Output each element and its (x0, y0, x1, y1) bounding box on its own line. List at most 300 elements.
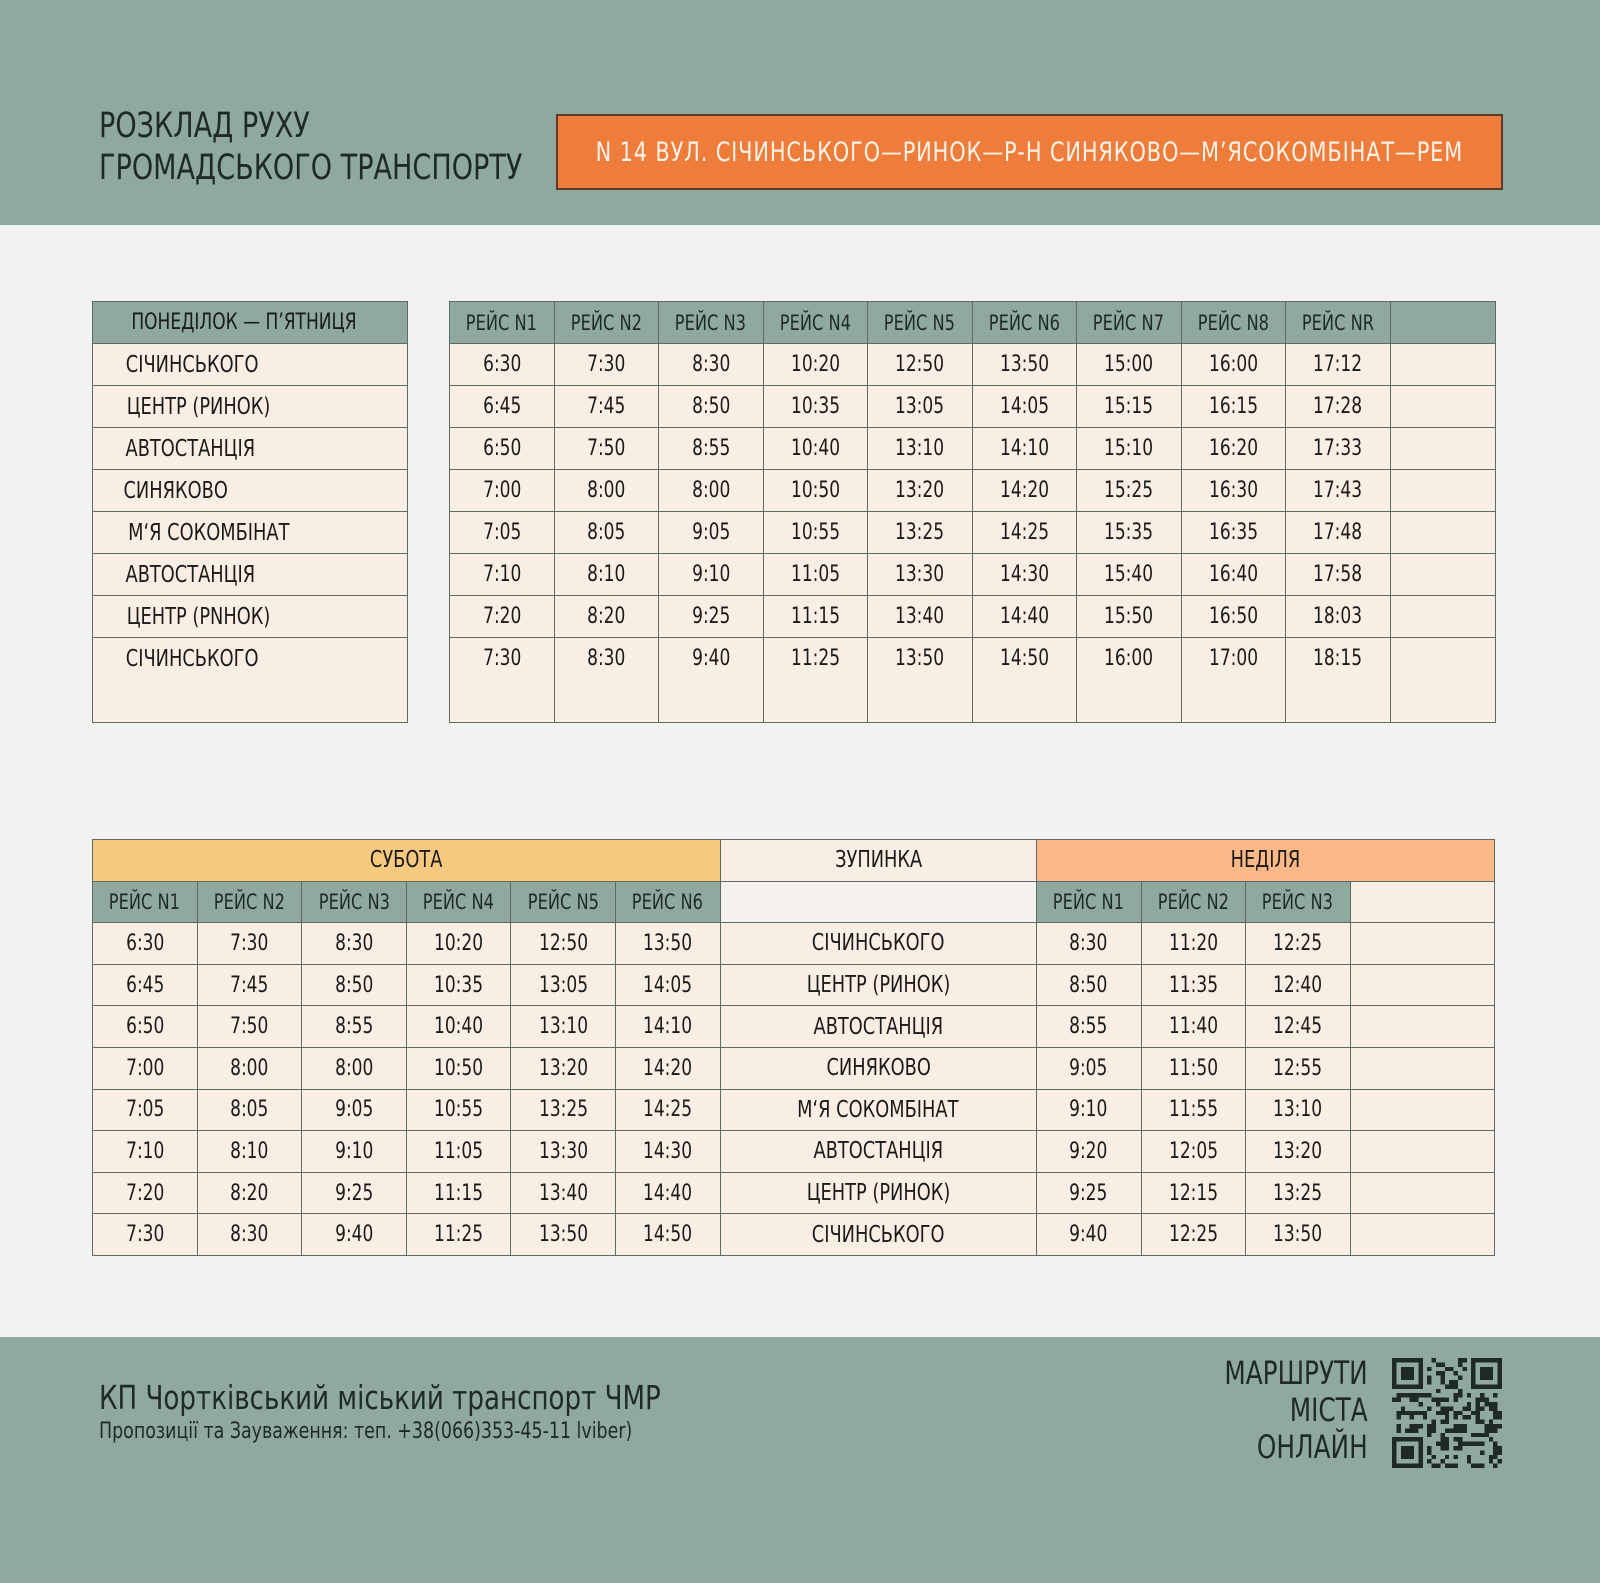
stop-name (93, 344, 408, 386)
departure-time (450, 428, 555, 470)
route-name: N 14 ВУЛ. СІЧИНСЬКОГО—РИНОК—Р-Н СИНЯКОВО—М’ЯСОКОМБІНАТ—РЕМ (595, 136, 1464, 168)
sunday-time-text: 12:25 (1168, 1222, 1218, 1248)
saturday-time-text: 7:05 (125, 1097, 164, 1123)
stop-name (720, 1006, 1036, 1048)
saturday-time-text: 11:05 (434, 1138, 484, 1164)
departure-time-text: 14:40 (999, 604, 1049, 629)
departure-time (1181, 554, 1286, 596)
qr-code-icon[interactable] (1392, 1358, 1502, 1468)
weekend-trip-header-row (93, 881, 1495, 923)
stop-name (720, 1214, 1036, 1256)
saturday-time (406, 1006, 511, 1048)
departure-time (554, 554, 659, 596)
stop-name-text: ЦЕНТР (РИНОК) (126, 393, 271, 420)
title-line-1: РОЗКЛАД РУХУ (99, 106, 310, 146)
saturday-time (302, 923, 407, 965)
departure-time-text: 7:30 (587, 352, 626, 377)
departure-time-text: 15:25 (1104, 478, 1154, 503)
saturday-time (406, 1214, 511, 1256)
departure-time-text: 16:50 (1208, 604, 1258, 629)
saturday-time-text: 9:05 (334, 1097, 374, 1123)
stop-name-text: М‘Я СОКОМБІНАТ (797, 1096, 959, 1123)
column-gap (408, 512, 450, 554)
sunday-time (1141, 1006, 1246, 1048)
stop-name-text: ЦЕНТР (РИНОК) (806, 1180, 951, 1207)
departure-time (1077, 428, 1182, 470)
table-row (93, 923, 1495, 965)
column-gap (408, 596, 450, 638)
departure-time-text: 6:30 (482, 352, 521, 377)
saturday-time (615, 1089, 720, 1131)
sunday-time-text: 13:10 (1273, 1097, 1323, 1123)
departure-time-text: 6:45 (482, 394, 521, 419)
departure-time (659, 512, 764, 554)
saturday-time-text: 10:55 (434, 1097, 484, 1123)
saturday-time (93, 1214, 198, 1256)
sunday-time-text: 9:05 (1069, 1055, 1108, 1081)
departure-time-text: 8:10 (587, 562, 626, 587)
sunday-time-text: 13:25 (1273, 1180, 1323, 1206)
table-row (93, 428, 1496, 470)
column-gap (408, 344, 450, 386)
sunday-time (1141, 1214, 1246, 1256)
sunday-time (1246, 1047, 1351, 1089)
departure-time-text: 8:30 (691, 352, 730, 377)
departure-time (554, 638, 659, 723)
departure-time (1181, 638, 1286, 723)
saturday-time (93, 1006, 198, 1048)
saturday-trip-header-text: РЕЙС N4 (422, 889, 495, 914)
departure-time (450, 554, 555, 596)
departure-time (972, 638, 1077, 723)
saturday-time (197, 1172, 302, 1214)
departure-time (763, 638, 868, 723)
departure-time (659, 344, 764, 386)
departure-time-text: 17:58 (1313, 562, 1363, 587)
departure-time (868, 596, 973, 638)
sunday-time (1036, 1214, 1141, 1256)
departure-time (450, 344, 555, 386)
stop-name-text: АВТОСТАНЦІЯ (813, 1013, 944, 1040)
empty-cell (1390, 470, 1495, 512)
departure-time-text: 6:50 (482, 436, 521, 461)
weekend-schedule-table (92, 839, 1495, 1256)
saturday-time-text: 8:20 (230, 1180, 269, 1206)
departure-time-text: 15:50 (1104, 604, 1154, 629)
saturday-time-text: 13:50 (538, 1222, 588, 1248)
sunday-time-text: 11:35 (1168, 972, 1218, 998)
departure-time-text: 14:25 (999, 520, 1049, 545)
departure-time-text: 11:25 (790, 646, 840, 671)
saturday-time (615, 1214, 720, 1256)
saturday-time (406, 964, 511, 1006)
departure-time-text: 8:55 (691, 436, 730, 461)
departure-time (1286, 554, 1391, 596)
departure-time-text: 10:55 (790, 520, 840, 545)
departure-time (659, 638, 764, 723)
weekend-day-row (93, 840, 1495, 882)
departure-time (868, 638, 973, 723)
departure-time (972, 596, 1077, 638)
sunday-time (1246, 964, 1351, 1006)
departure-time-text: 7:00 (482, 478, 521, 503)
departure-time-text: 10:20 (790, 352, 840, 377)
departure-time-text: 18:15 (1313, 646, 1363, 671)
trip-header-text: РЕЙС NR (1301, 310, 1374, 335)
saturday-time-text: 14:40 (643, 1180, 693, 1206)
sunday-time-text: 8:55 (1069, 1014, 1108, 1040)
sunday-trip-header-text: РЕЙС N2 (1157, 889, 1229, 914)
stop-name (93, 470, 408, 512)
sunday-time-text: 13:20 (1273, 1138, 1323, 1164)
saturday-time-text: 13:05 (538, 972, 588, 998)
sunday-trip-header (1246, 881, 1351, 923)
sunday-time (1036, 1047, 1141, 1089)
table-row (93, 470, 1496, 512)
table-row (93, 344, 1496, 386)
sunday-time-text: 12:45 (1273, 1014, 1323, 1040)
departure-time-text: 9:10 (691, 562, 730, 587)
trip-header (659, 302, 764, 344)
empty-cell (1350, 964, 1494, 1006)
saturday-time-text: 7:45 (230, 972, 269, 998)
saturday-time (511, 1089, 616, 1131)
sunday-time (1246, 923, 1351, 965)
weekday-day-label: ПОНЕДІЛОК — П’ЯТНИЦЯ (93, 302, 408, 344)
stop-name (720, 1047, 1036, 1089)
saturday-trip-header (615, 881, 720, 923)
stop-name (93, 386, 408, 428)
weekday-schedule-table (92, 301, 1496, 723)
departure-time-text: 18:03 (1313, 604, 1363, 629)
departure-time-text: 17:48 (1313, 520, 1363, 545)
sunday-time-text: 9:25 (1069, 1180, 1108, 1206)
trip-header (450, 302, 555, 344)
departure-time-text: 14:50 (999, 646, 1049, 671)
saturday-time (511, 1006, 616, 1048)
table-row (93, 512, 1496, 554)
departure-time (1286, 428, 1391, 470)
departure-time (1181, 386, 1286, 428)
sunday-time-text: 12:40 (1273, 972, 1323, 998)
table-row (93, 1006, 1495, 1048)
saturday-trip-header-text: РЕЙС N3 (318, 889, 390, 914)
stop-name-text: СІЧИНСЬКОГО (125, 351, 259, 378)
column-gap (408, 428, 450, 470)
departure-time (972, 512, 1077, 554)
sunday-time (1036, 964, 1141, 1006)
saturday-time (93, 964, 198, 1006)
stop-name (93, 596, 408, 638)
departure-time (450, 638, 555, 723)
departure-time (972, 344, 1077, 386)
empty-cell (1350, 1089, 1494, 1131)
departure-time (868, 428, 973, 470)
stop-header-blank (720, 881, 1036, 923)
saturday-time-text: 8:05 (230, 1097, 269, 1123)
departure-time-text: 17:28 (1313, 394, 1363, 419)
saturday-time (197, 923, 302, 965)
departure-time-text: 17:43 (1313, 478, 1363, 503)
departure-time-text: 13:25 (895, 520, 945, 545)
saturday-time (197, 1131, 302, 1173)
departure-time (1181, 428, 1286, 470)
trip-header-empty (1390, 302, 1495, 344)
departure-time-text: 16:40 (1208, 562, 1258, 587)
departure-time (1286, 386, 1391, 428)
saturday-time-text: 6:30 (125, 930, 164, 956)
departure-time-text: 7:50 (587, 436, 626, 461)
trip-header (1181, 302, 1286, 344)
saturday-time-text: 14:30 (643, 1138, 693, 1164)
sunday-time (1246, 1089, 1351, 1131)
sunday-time (1246, 1214, 1351, 1256)
departure-time-text: 8:20 (587, 604, 626, 629)
column-gap (408, 386, 450, 428)
table-row (93, 386, 1496, 428)
saturday-time-text: 13:40 (538, 1180, 588, 1206)
departure-time-text: 17:12 (1313, 352, 1363, 377)
departure-time-text: 13:40 (895, 604, 945, 629)
departure-time-text: 16:20 (1208, 436, 1258, 461)
saturday-time-text: 7:30 (230, 930, 269, 956)
saturday-time (197, 1047, 302, 1089)
sunday-trip-header-text: РЕЙС N3 (1262, 889, 1334, 914)
online-line-1: МАРШРУТИ (1224, 1354, 1368, 1392)
saturday-time-text: 13:30 (538, 1138, 588, 1164)
saturday-time-text: 13:20 (538, 1055, 588, 1081)
trip-header (972, 302, 1077, 344)
sunday-time (1141, 1172, 1246, 1214)
sunday-time (1141, 964, 1246, 1006)
departure-time-text: 8:00 (691, 478, 730, 503)
departure-time (659, 386, 764, 428)
sunday-time (1141, 923, 1246, 965)
sunday-time (1141, 1131, 1246, 1173)
saturday-time-text: 9:25 (334, 1180, 374, 1206)
stop-name (720, 1089, 1036, 1131)
trip-header (868, 302, 973, 344)
saturday-time-text: 8:50 (334, 972, 374, 998)
table-row (93, 1214, 1495, 1256)
saturday-time (615, 1006, 720, 1048)
saturday-time (302, 1006, 407, 1048)
sunday-time-text: 12:15 (1168, 1180, 1218, 1206)
departure-time (1077, 512, 1182, 554)
departure-time-text: 16:35 (1208, 520, 1258, 545)
saturday-time (302, 964, 407, 1006)
departure-time-text: 17:00 (1208, 646, 1258, 671)
empty-cell (1390, 428, 1495, 470)
saturday-time-text: 7:30 (125, 1222, 164, 1248)
table-row (93, 554, 1496, 596)
saturday-time-text: 8:30 (230, 1222, 269, 1248)
saturday-time (615, 923, 720, 965)
trip-header-text: РЕЙС N1 (466, 310, 538, 335)
departure-time (1181, 470, 1286, 512)
stop-name (720, 923, 1036, 965)
departure-time (554, 470, 659, 512)
departure-time-text: 8:50 (691, 394, 730, 419)
departure-time (868, 344, 973, 386)
sunday-time-text: 11:40 (1168, 1014, 1218, 1040)
departure-time-text: 16:15 (1208, 394, 1258, 419)
departure-time-text: 10:50 (790, 478, 840, 503)
departure-time-text: 17:33 (1313, 436, 1363, 461)
departure-time-text: 10:35 (790, 394, 840, 419)
saturday-time (511, 1214, 616, 1256)
column-gap (408, 554, 450, 596)
departure-time (763, 512, 868, 554)
sunday-time-text: 9:20 (1069, 1138, 1108, 1164)
trip-header-text: РЕЙС N5 (884, 310, 956, 335)
departure-time (868, 512, 973, 554)
departure-time (554, 344, 659, 386)
sunday-time (1036, 1172, 1141, 1214)
saturday-time (302, 1214, 407, 1256)
title-line-2: ГРОМАДСЬКОГО ТРАНСПОРТУ (99, 148, 523, 188)
empty-cell (1390, 344, 1495, 386)
saturday-time-text: 7:20 (125, 1180, 164, 1206)
departure-time (763, 344, 868, 386)
stop-name-text: ЦЕНТР (РИНОК) (806, 972, 951, 999)
sunday-time-text: 11:20 (1168, 930, 1218, 956)
empty-cell (1390, 554, 1495, 596)
table-row (93, 638, 1496, 723)
saturday-time-text: 10:35 (434, 972, 484, 998)
saturday-trip-header-text: РЕЙС N2 (213, 889, 285, 914)
departure-time-text: 14:30 (999, 562, 1049, 587)
weekday-header-row (93, 302, 1496, 344)
sunday-time (1246, 1131, 1351, 1173)
saturday-time (302, 1172, 407, 1214)
saturday-time (93, 1131, 198, 1173)
page-title (99, 105, 591, 189)
saturday-time (406, 1047, 511, 1089)
saturday-time (302, 1047, 407, 1089)
saturday-time (302, 1089, 407, 1131)
sunday-time-text: 8:50 (1069, 972, 1108, 998)
saturday-time (406, 923, 511, 965)
saturday-time-text: 11:15 (434, 1180, 484, 1206)
sunday-time (1141, 1089, 1246, 1131)
trip-header-text: РЕЙС N8 (1197, 310, 1269, 335)
empty-cell (1390, 596, 1495, 638)
table-row (93, 1172, 1495, 1214)
saturday-time (511, 1047, 616, 1089)
stop-name-text: СІЧИНСЬКОГО (125, 646, 259, 672)
departure-time-text: 10:40 (790, 436, 840, 461)
stop-name (93, 428, 408, 470)
departure-time (450, 512, 555, 554)
sunday-time-text: 12:25 (1273, 930, 1323, 956)
departure-time-text: 8:30 (587, 646, 626, 671)
departure-time (1181, 512, 1286, 554)
stop-name-text: М‘Я СОКОМБІНАТ (128, 519, 290, 546)
saturday-time-text: 11:25 (434, 1222, 484, 1248)
departure-time (1286, 638, 1391, 723)
trip-header-text: РЕЙС N4 (779, 310, 851, 335)
trip-header-text: РЕЙС N3 (675, 310, 747, 335)
departure-time (763, 596, 868, 638)
saturday-time-text: 14:10 (643, 1014, 693, 1040)
sunday-time-text: 9:40 (1069, 1222, 1108, 1248)
departure-time (1077, 344, 1182, 386)
saturday-time (615, 1131, 720, 1173)
route-banner (556, 114, 1503, 190)
departure-time (1077, 386, 1182, 428)
departure-time (659, 596, 764, 638)
sunday-time-text: 13:50 (1273, 1222, 1323, 1248)
trip-header-text: РЕЙС N7 (1093, 310, 1165, 335)
saturday-time (93, 1047, 198, 1089)
departure-time (868, 470, 973, 512)
departure-time (1077, 596, 1182, 638)
sunday-trip-header (1036, 881, 1141, 923)
stop-name-text: ЦЕНТР (РNНОК) (126, 603, 271, 630)
saturday-time (511, 923, 616, 965)
column-gap (408, 638, 450, 723)
departure-time-text: 9:05 (691, 520, 730, 545)
stop-name (93, 512, 408, 554)
departure-time (1077, 554, 1182, 596)
departure-time (972, 386, 1077, 428)
saturday-label: СУБОТА (93, 840, 721, 882)
departure-time-text: 14:05 (999, 394, 1049, 419)
column-gap (408, 470, 450, 512)
departure-time-text: 13:50 (999, 352, 1049, 377)
saturday-trip-header (197, 881, 302, 923)
saturday-trip-header (406, 881, 511, 923)
saturday-time (511, 1131, 616, 1173)
stop-name (720, 1172, 1036, 1214)
saturday-time-text: 10:20 (434, 930, 484, 956)
saturday-time (615, 964, 720, 1006)
trip-header (1077, 302, 1182, 344)
sunday-time (1036, 1006, 1141, 1048)
saturday-time-text: 13:10 (538, 1014, 588, 1040)
saturday-time-text: 13:50 (643, 930, 693, 956)
departure-time (450, 596, 555, 638)
departure-time-text: 13:50 (895, 646, 945, 671)
departure-time-text: 13:20 (895, 478, 945, 503)
trip-header (1286, 302, 1391, 344)
departure-time (868, 386, 973, 428)
stop-name-text: АВТОСТАНЦІЯ (125, 435, 256, 462)
sunday-trip-header (1141, 881, 1246, 923)
sunday-time (1141, 1047, 1246, 1089)
saturday-time-text: 8:55 (334, 1014, 374, 1040)
departure-time (1077, 470, 1182, 512)
departure-time (554, 386, 659, 428)
empty-cell (1350, 1172, 1494, 1214)
trip-header-text: РЕЙС N6 (988, 310, 1060, 335)
stop-name-text: СІЧИНСЬКОГО (811, 930, 945, 957)
saturday-time-text: 7:00 (125, 1055, 164, 1081)
saturday-time (197, 964, 302, 1006)
departure-time (450, 386, 555, 428)
saturday-time-text: 9:40 (334, 1222, 374, 1248)
saturday-time-text: 8:30 (334, 930, 374, 956)
stop-name (720, 964, 1036, 1006)
saturday-time (93, 1089, 198, 1131)
saturday-time-text: 14:25 (643, 1097, 693, 1123)
departure-time-text: 9:25 (691, 604, 730, 629)
table-row (93, 596, 1496, 638)
departure-time-text: 15:00 (1104, 352, 1154, 377)
saturday-time-text: 8:00 (230, 1055, 269, 1081)
departure-time-text: 11:05 (790, 562, 840, 587)
